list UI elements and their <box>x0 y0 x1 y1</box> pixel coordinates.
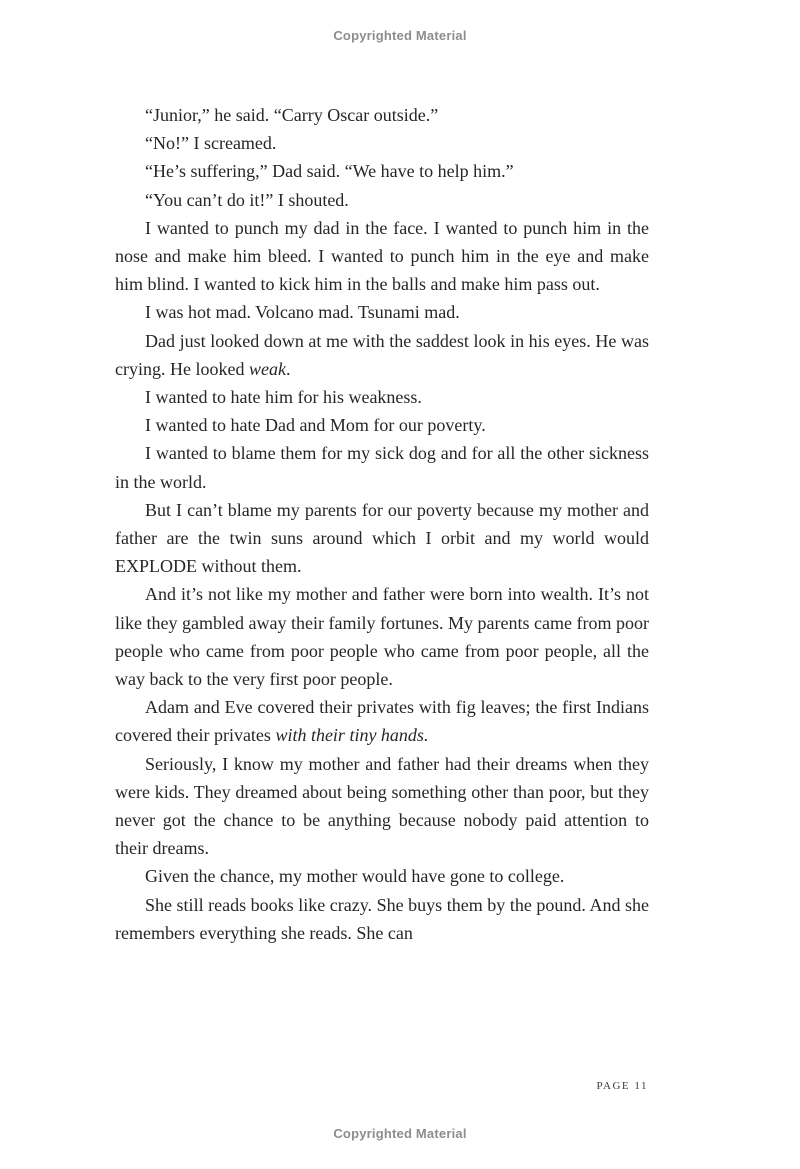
text-segment: “Junior,” he said. “Carry Oscar outside.” <box>145 105 439 125</box>
paragraph <box>115 186 649 214</box>
text-segment: “You can’t do it!” I shouted. <box>145 189 349 210</box>
paragraph <box>115 750 649 863</box>
paragraph <box>115 214 649 299</box>
copyright-notice-top: Copyrighted Material <box>333 28 467 43</box>
paragraph <box>115 383 649 411</box>
paragraph <box>115 411 649 439</box>
text-segment: “He’s suffering,” Dad said. “We have to help him.” <box>145 161 514 182</box>
paragraph <box>115 693 649 749</box>
text-segment: . <box>285 358 291 379</box>
italic-text-segment: weak <box>248 358 286 379</box>
paragraph <box>115 862 649 890</box>
text-segment: Dad just looked down at me with the saddest look in his eyes. He was crying. He looked <box>115 330 649 379</box>
text-segment: And it’s not like my mother and father were born into wealth. It’s not like they gambled away their family fortunes. My parents came from poor people who came from poor people who came from poor people, all the way back to the very first poor people. <box>115 584 649 690</box>
page-number: PAGE 11 <box>596 1080 648 1092</box>
italic-text-segment: with their tiny hands. <box>275 725 429 746</box>
paragraph <box>115 129 649 157</box>
paragraph <box>115 439 649 495</box>
copyright-notice-bottom: Copyrighted Material <box>333 1126 467 1141</box>
text-segment: Given the chance, my mother would have gone to college. <box>145 866 565 887</box>
paragraph <box>115 580 649 693</box>
text-segment: I wanted to punch my dad in the face. I wanted to punch him in the nose and make him bleed. I wanted to punch him in the eye and make him blind. I wanted to kick him in the balls and make him pass out. <box>115 217 649 295</box>
paragraph <box>115 891 649 947</box>
paragraph <box>115 157 649 185</box>
text-segment: I was hot mad. Volcano mad. Tsunami mad. <box>145 302 460 323</box>
paragraph <box>115 101 649 129</box>
text-segment: “No!” I screamed. <box>145 133 277 154</box>
text-segment: I wanted to blame them for my sick dog and for all the other sickness in the world. <box>115 443 649 492</box>
paragraph <box>115 496 649 581</box>
text-segment: But I can’t blame my parents for our poverty because my mother and father are the twin suns around which I orbit and my world would EXPLODE without them. <box>115 499 649 577</box>
text-segment: Seriously, I know my mother and father had their dreams when they were kids. They dreamed about being something other than poor, but they never got the chance to be anything because nobody paid attention to their dreams. <box>115 753 649 859</box>
book-text <box>115 101 649 947</box>
text-segment: She still reads books like crazy. She buys them by the pound. And she remembers everything she reads. She can <box>115 894 649 943</box>
paragraph <box>115 298 649 326</box>
text-segment: I wanted to hate Dad and Mom for our poverty. <box>145 415 486 436</box>
text-segment: Adam and Eve covered their privates with fig leaves; the first Indians covered their privates <box>115 697 649 746</box>
text-segment: I wanted to hate him for his weakness. <box>145 387 422 408</box>
paragraph <box>115 327 649 383</box>
